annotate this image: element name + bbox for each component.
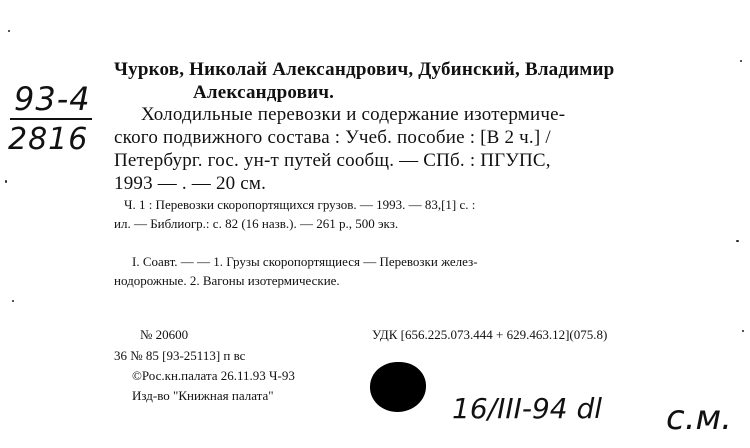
shelf-mark-bottom: 2816 <box>8 122 89 157</box>
dust-speck <box>12 300 14 302</box>
book-chamber-line: ©Рос.кн.палата 26.11.93 Ч-93 <box>132 368 295 383</box>
title-line-2: ского подвижного состава : Учеб. пособие : [В 2 ч.] / <box>114 127 551 148</box>
corner-mark: с.м. <box>666 398 732 438</box>
authors-line-1: Чурков, Николай Александрович, Дубинский, Владимир <box>114 59 615 80</box>
dust-speck <box>742 330 744 332</box>
title-line-3: Петербург. гос. ун-т путей сообщ. — СПб. : ПГУПС, <box>114 150 551 171</box>
publisher-line: Изд-во "Книжная палата" <box>132 388 274 403</box>
udc-code: УДК [656.225.073.444 + 629.463.12](075.8) <box>372 327 608 342</box>
dust-speck <box>8 30 10 32</box>
code-line: 36 № 85 [93-25113] п вс <box>114 348 246 363</box>
part-line-2: ил. — Библиогр.: с. 82 (16 назв.). — 261 р., 500 экз. <box>114 216 399 231</box>
date-stamp: 16/III-94 dl <box>452 392 603 425</box>
shelf-mark-divider <box>10 118 92 120</box>
title-line-4: 1993 — . — 20 см. <box>114 173 267 194</box>
record-number: № 20600 <box>140 327 189 342</box>
authors-line-2: Александрович. <box>193 82 335 103</box>
dust-speck <box>740 60 742 62</box>
subject-line-2: нодорожные. 2. Вагоны изотермические. <box>114 273 340 288</box>
subject-line-1: I. Соавт. — — 1. Грузы скоропортящиеся — Перевозки желез- <box>132 254 478 269</box>
shelf-mark-top: 93-4 <box>14 80 91 118</box>
dust-speck <box>5 180 7 183</box>
title-line-1: Холодильные перевозки и содержание изотермиче- <box>141 104 566 125</box>
ink-blot <box>370 362 426 412</box>
part-line-1: Ч. 1 : Перевозки скоропортящихся грузов. — 1993. — 83,[1] с. : <box>124 197 476 212</box>
dust-speck <box>736 240 739 242</box>
